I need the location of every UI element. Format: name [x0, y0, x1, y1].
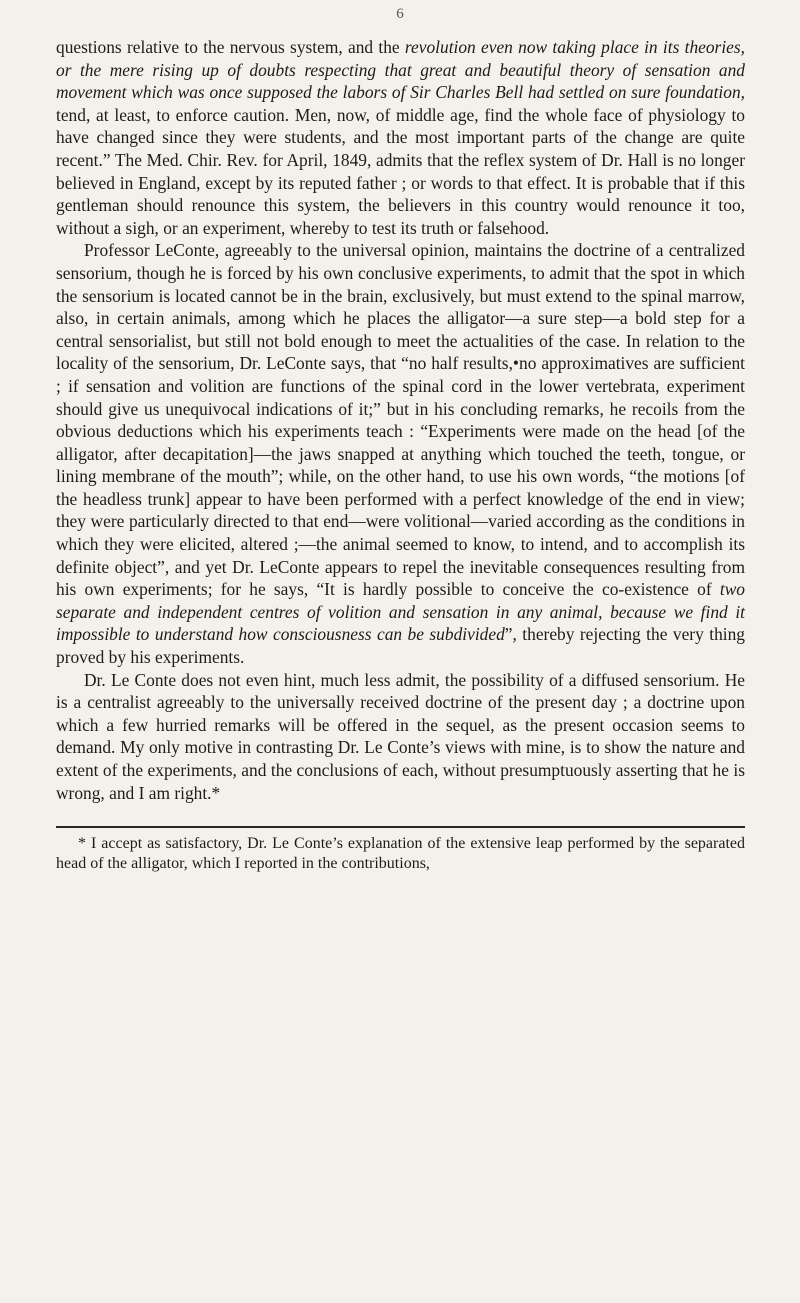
text-run: ”, thereby rejecting the very thing proved by his experiments.: [56, 624, 745, 668]
body-text: [56, 36, 745, 804]
paragraph-2: [56, 239, 745, 668]
paragraph-1: [56, 36, 745, 239]
footnote: * I accept as satisfactory, Dr. Le Conte’s explanation of the extensive leap performed by the separated head of the alligator, which I reported in the contributions,: [56, 835, 745, 873]
footnote-divider: [56, 826, 745, 828]
text-run: questions relative to the nervous system, and the: [56, 37, 405, 57]
text-run: Dr. Le Conte does not even hint, much less admit, the possibility of a diffused sensorium. He is a centralist agreeably to the universally received doctrine of the present day ; a doctrine upon which a few hurried remarks will be offered in the sequel, as the present occasion seems to demand. My only motive in contrasting Dr. Le Conte’s views with mine, is to show the nature and extent of the experiments, and the conclusions of each, without presumptuously asserting that he is wrong, and I am right.*: [56, 669, 745, 803]
text-run: tend, at least, to enforce caution. Men, now, of middle age, find the whole face of physiology to have changed since they were students, and the most important parts of the change are quite recent.” The Med. Chir. Rev. for April, 1849, admits that the reflex system of Dr. Hall is no longer believed in England, except by its reputed father ; or words to that effect. It is probable that if this gentleman should renounce this system, the believers in this country would renounce it too, without a sigh, or an experiment, whereby to test its truth or falsehood.: [56, 104, 745, 238]
italic-text-run: revolution even now taking place in its theories, or the mere rising up of doubts respecting that great and beautiful theory of sensation and movement which was once supposed the labors of Sir Charles Bell had settled on sure foundation,: [56, 37, 745, 103]
italic-text-run: two separate and independent centres of volition and sensation in any animal, because we find it impossible to understand how consciousness can be subdivided: [56, 579, 745, 645]
paragraph-3: [56, 669, 745, 805]
text-run: Professor LeConte, agreeably to the universal opinion, maintains the doctrine of a centralized sensorium, though he is forced by his own conclusive experiments, to admit that the spot in which the sensorium is located cannot be in the brain, exclusively, but must extend to the spinal marrow, also, in certain animals, among which he places the alligator—a sure step—a bold step for a central sensorialist, but still not bold enough to meet the actualities of the case. In relation to the locality of the sensorium, Dr. LeConte says, that “no half results,•no approximatives are sufficient ; if sensation and volition are functions of the spinal cord in the lower vertebrata, experiment should give us unequivocal indications of it;” but in his concluding remarks, he recoils from the obvious deductions which his experiments teach : “Experiments were made on the head [of the alligator, after decapitation]—the jaws snapped at anything which touched the teeth, tongue, or lining membrane of the mouth”; while, on the other hand, to use his own words, “the motions [of the headless trunk] appear to have been performed with a perfect knowledge of the end in view; they were particularly directed to that end—were volitional—varied according as the conditions in which they were elicited, altered ;—the animal seemed to know, to intend, and to accomplish its definite object”, and yet Dr. LeConte appears to repel the inevitable consequences resulting from his own experiments; for he says, “It is hardly possible to conceive the co-existence of: [56, 240, 745, 600]
page-number: 6: [396, 6, 404, 22]
